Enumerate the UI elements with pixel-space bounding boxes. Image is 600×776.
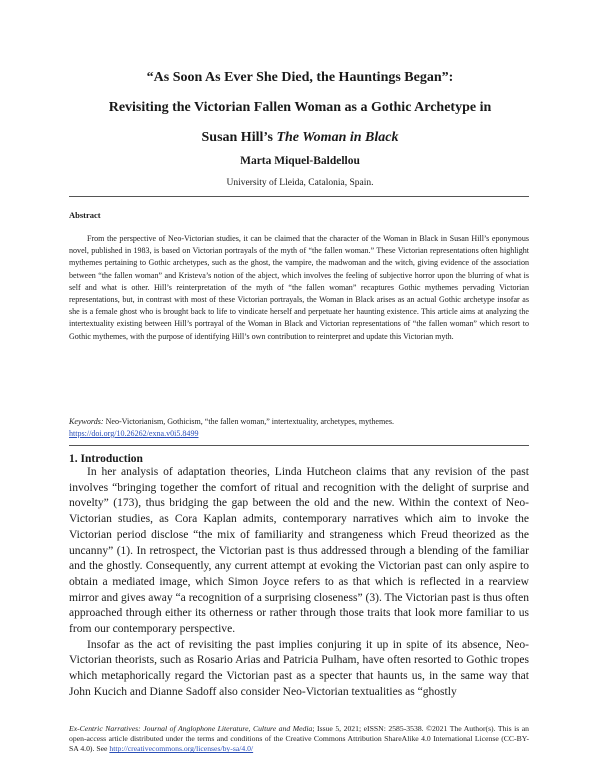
footer-text: ; Issue 5, 2021; eISSN: 2585-3538. ©2021 The Author(s). This is an open-access article distributed under the terms and conditions of the Creative Commons Attribution ShareAlike 4.0 International License (CC-BY-SA 4.0). See xyxy=(69,724,529,754)
title-line-1: “As Soon As Ever She Died, the Hauntings Began”: xyxy=(146,70,454,85)
footer-license xyxy=(69,724,529,755)
keywords-label: Keywords: xyxy=(69,417,104,426)
doi-link[interactable]: https://doi.org/10.26262/exna.v0i5.8499 xyxy=(69,429,199,438)
section-heading: 1. Introduction xyxy=(69,453,143,465)
keywords-block xyxy=(69,416,529,440)
abstract-body: From the perspective of Neo-Victorian studies, it can be claimed that the character of the Woman in Black in Susan Hill’s eponymous novel, published in 1983, is based on Victorian portrayals of the myth of “the fallen woman.” These Victorian representations often highlight mythemes pertaining to Gothic archetypes, such as the ghost, the vampire, the madwoman and the witch, giving evidence of the association between “the fallen woman” and Kristeva’s notion of the abject, which involves the feeling of subjective horror upon the blurring of what is self and what is other. Hill’s reinterpretation of the myth of “the fallen woman” recaptures Gothic mythemes pervading Victorian representations, but, in contrast with most of these Victorian portrayals, the Woman in Black arises as an actual Gothic archetype insofar as she is a female ghost who is brought back to life to vindicate herself and perpetuate her haunting existence. This article aims at analyzing the intertextuality existing between Hill’s portrayal of the Woman in Black and Victorian representations of “the fallen woman” which resort to Gothic mythemes, with the purpose of identifying Hill’s own contribution to reinterpret and update this Victorian myth. xyxy=(69,234,529,341)
title-line-3-prefix: Susan Hill’s xyxy=(201,130,277,145)
author-name: Marta Miquel-Baldellou xyxy=(240,155,360,167)
paragraph: In her analysis of adaptation theories, Linda Hutcheon claims that any revision of the past involves “bringing together the comfort of ritual and recognition with the delight of surprise and novelty” (173), thus bridging the gap between the old and the new. Within the context of Neo-Victorian studies, as Cora Kaplan admits, contemporary narratives which aim to invoke the Victorian period disclose “the mix of familiarity and strangeness which Freud theorized as the uncanny” (1). In retrospect, the Victorian past is thus addressed through a blending of the familiar and the ghostly. Consequently, any current attempt at evoking the Victorian past can only aspire to obtain a mediated image, which Simon Joyce refers to as that which is reflected in a rearview mirror and gives away “a recognition of a surprising closeness” (3). The Victorian past is thus often approached through either its otherness or rather through those traits that look more familiar to us from our contemporary perspective. xyxy=(69,466,529,636)
license-link[interactable]: http://creativecommons.org/licenses/by-sa/4.0/ xyxy=(109,744,254,754)
paragraph: Insofar as the act of revisiting the past implies conjuring it up in spite of its absence, Neo-Victorian theorists, such as Rosario Arias and Patricia Pulham, have often resorted to Gothic tropes which metaphorically regard the Victorian past as a specter that haunts us, in the same way that John Kucich and Dianne Sadoff also consider Neo-Victorian textualities as “ghostly xyxy=(69,638,529,698)
title-book-name: The Woman in Black xyxy=(276,130,399,145)
title-line-3 xyxy=(40,129,560,146)
divider-top xyxy=(69,196,529,197)
title-line-2: Revisiting the Victorian Fallen Woman as a Gothic Archetype in xyxy=(108,100,492,115)
section-body xyxy=(69,465,529,701)
keywords-text: Neo-Victorianism, Gothicism, “the fallen woman,” intertextuality, archetypes, mythemes. xyxy=(103,417,394,426)
divider-bottom xyxy=(69,445,529,446)
author-affiliation: University of Lleida, Catalonia, Spain. xyxy=(226,178,374,188)
abstract-heading: Abstract xyxy=(69,210,101,220)
footer-journal-name: Ex-Centric Narratives: Journal of Anglophone Literature, Culture and Media xyxy=(69,724,313,733)
